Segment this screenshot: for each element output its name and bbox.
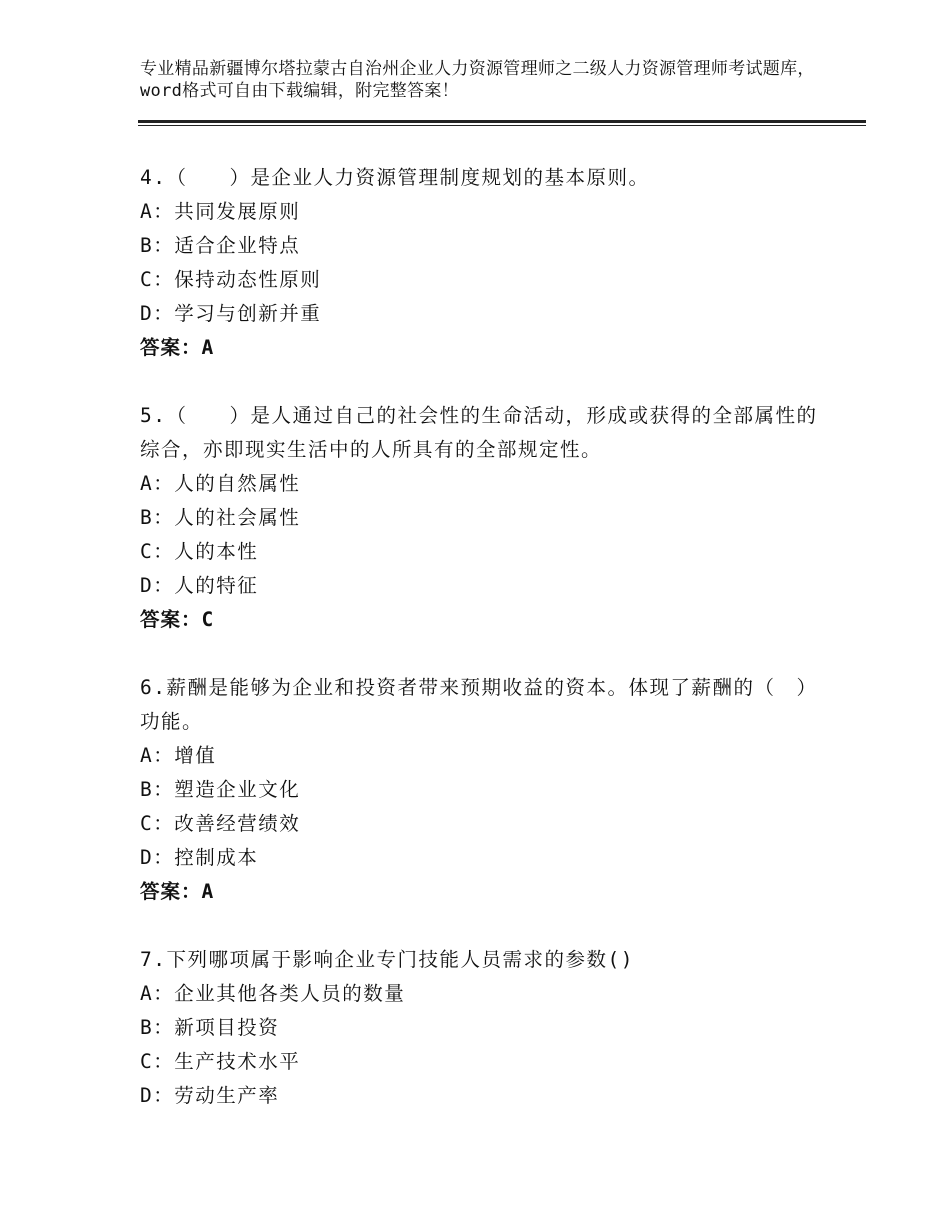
answer-label: 答案： — [140, 880, 202, 903]
option-c: C：保持动态性原则 — [140, 268, 322, 291]
question-stem: 7.下列哪项属于影响企业专门技能人员需求的参数() — [140, 948, 634, 971]
option-b: B：适合企业特点 — [140, 234, 301, 257]
option-a: A：增值 — [140, 744, 217, 767]
option-c: C：人的本性 — [140, 540, 259, 563]
question-list — [140, 161, 820, 1147]
option-a: A：企业其他各类人员的数量 — [140, 982, 406, 1005]
answer-value: A — [201, 880, 215, 903]
answer-label: 答案： — [140, 608, 202, 631]
option-b: B：人的社会属性 — [140, 506, 301, 529]
question-stem: 4.（ ）是企业人力资源管理制度规划的基本原则。 — [140, 166, 650, 189]
option-c: C：生产技术水平 — [140, 1050, 301, 1073]
answer-line — [140, 331, 820, 365]
option-d: D：学习与创新并重 — [140, 302, 322, 325]
answer-line — [140, 875, 820, 909]
question-item — [140, 399, 820, 637]
option-a: A：人的自然属性 — [140, 472, 301, 495]
answer-value: A — [201, 336, 215, 359]
header-divider — [138, 120, 866, 123]
option-d: D：劳动生产率 — [140, 1084, 280, 1107]
answer-line — [140, 603, 820, 637]
answer-label: 答案： — [140, 336, 202, 359]
question-item — [140, 943, 820, 1113]
answer-value: C — [201, 608, 215, 631]
document-header — [140, 58, 840, 102]
option-d: D：控制成本 — [140, 846, 259, 869]
question-item — [140, 671, 820, 909]
question-stem: 6.薪酬是能够为企业和投资者带来预期收益的资本。体现了薪酬的（ ）功能。 — [140, 676, 818, 733]
question-stem: 5.（ ）是人通过自己的社会性的生命活动，形成或获得的全部属性的综合，亦即现实生活中的人所具有的全部规定性。 — [140, 404, 818, 461]
option-b: B：塑造企业文化 — [140, 778, 301, 801]
question-item — [140, 161, 820, 365]
option-d: D：人的特征 — [140, 574, 259, 597]
document-title: 专业精品新疆博尔塔拉蒙古自治州企业人力资源管理师之二级人力资源管理师考试题库，word格式可自由下载编辑，附完整答案！ — [140, 59, 815, 101]
option-c: C：改善经营绩效 — [140, 812, 301, 835]
option-b: B：新项目投资 — [140, 1016, 280, 1039]
option-a: A：共同发展原则 — [140, 200, 301, 223]
